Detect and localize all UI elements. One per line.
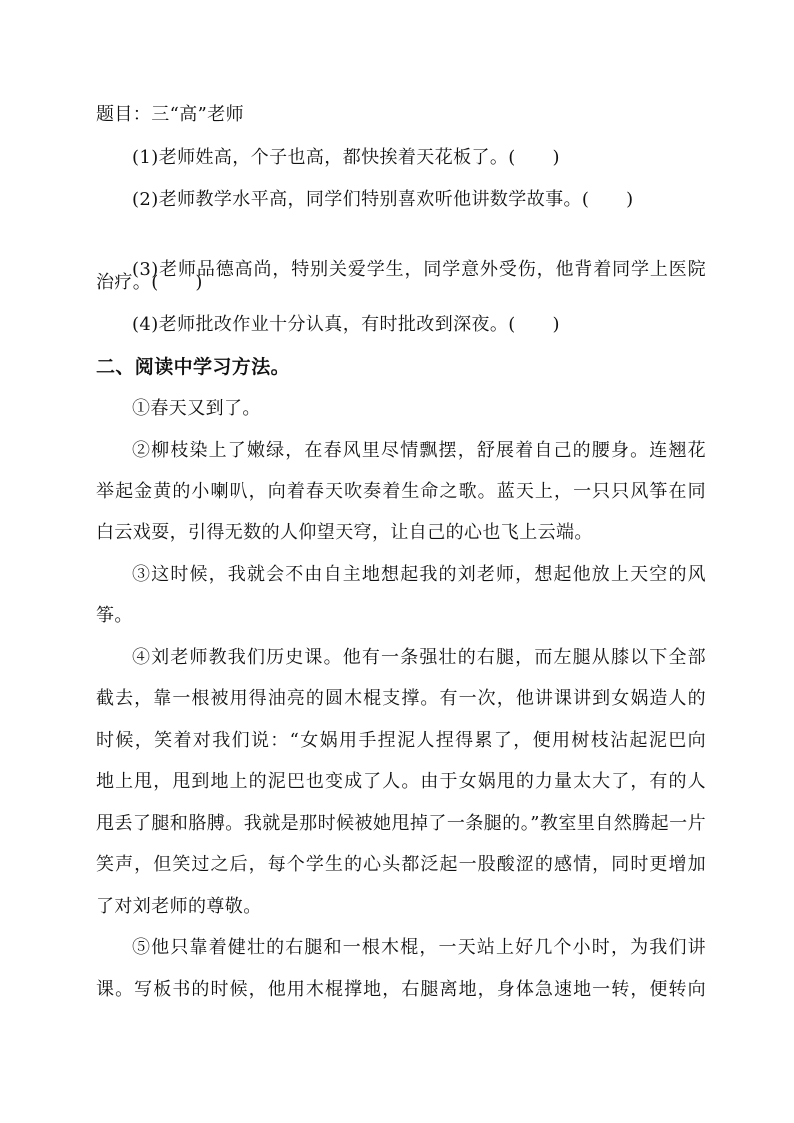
question-item-3-continued: 治疗。( ) xyxy=(96,272,203,293)
question-item-3: (3)老师品德高尚，特别关爱学生，同学意外受伤，他背着同学上医院 xyxy=(132,259,706,280)
paragraph-3-line: 筝。 xyxy=(96,605,133,626)
paragraph-5-line: 课。写板书的时候，他用木棍撑地，右腿离地，身体急速地一转，便转向 xyxy=(96,979,706,1000)
question-item-2: (2)老师教学水平高，同学们特别喜欢听他讲数学故事。( ) xyxy=(132,189,634,210)
paragraph-4-line: ④刘老师教我们历史课。他有一条强壮的右腿，而左腿从膝以下全部 xyxy=(132,647,706,668)
paragraph-4-line: 截去，靠一根被用得油亮的圆木棍支撑。有一次，他讲课讲到女娲造人的 xyxy=(96,688,706,709)
paragraph-4-line: 了对刘老师的尊敬。 xyxy=(96,896,262,917)
paragraph-5-line: ⑤他只靠着健壮的右腿和一根木棍，一天站上好几个小时，为我们讲 xyxy=(132,937,706,958)
paragraph-4-line: 甩丢了腿和胳膊。我就是那时候被她甩掉了一条腿的。”教室里自然腾起一片 xyxy=(96,813,706,834)
paragraph-4-line: 地上甩，甩到地上的泥巴也变成了人。由于女娲甩的力量太大了，有的人 xyxy=(96,771,706,792)
paragraph-2-line: 白云戏耍，引得无数的人仰望天穹，让自己的心也飞上云端。 xyxy=(96,522,593,543)
paragraph-3-line: ③这时候，我就会不由自主地想起我的刘老师，想起他放上天空的风 xyxy=(132,564,706,585)
paragraph-2-line: 举起金黄的小喇叭，向着春天吹奏着生命之歌。蓝天上，一只只风筝在同 xyxy=(96,481,706,502)
paragraph-1: ①春天又到了。 xyxy=(132,398,261,419)
question-title: 题目：三“高”老师 xyxy=(96,104,245,125)
paragraph-4-line: 笑声，但笑过之后，每个学生的心头都泛起一股酸涩的感情，同时更增加 xyxy=(96,854,706,875)
paragraph-4-line: 时候，笑着对我们说：“女娲用手捏泥人捏得累了，便用树枝沾起泥巴向 xyxy=(96,730,706,751)
paragraph-2-line: ②柳枝染上了嫩绿，在春风里尽情飘摆，舒展着自己的腰身。连翘花 xyxy=(132,440,706,461)
question-item-4: (4)老师批改作业十分认真，有时批改到深夜。( ) xyxy=(132,314,560,335)
question-item-1: (1)老师姓高，个子也高，都快挨着天花板了。( ) xyxy=(132,147,560,168)
section-heading: 二、阅读中学习方法。 xyxy=(96,356,291,378)
